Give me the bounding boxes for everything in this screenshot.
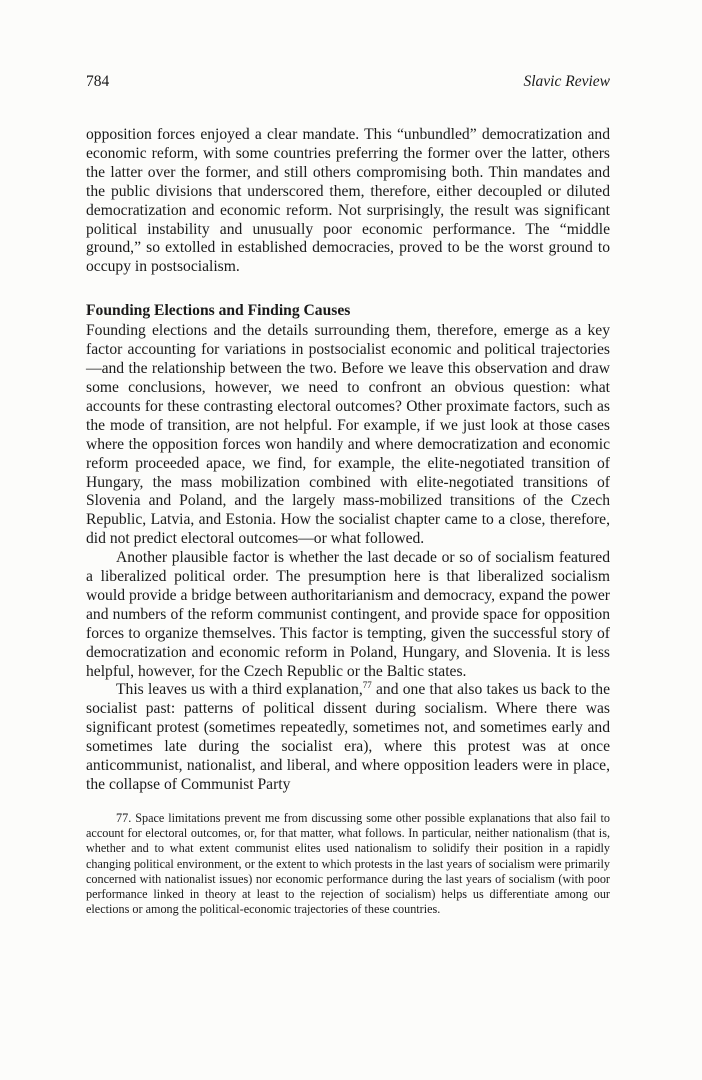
running-header [86,72,610,92]
page-number: 784 [86,73,110,90]
footnote [86,811,610,917]
paragraph-4 [86,681,610,794]
footnote-text: Space limitations prevent me from discussing some other possible explanations that also fail to account for electoral outcomes, or, for that matter, what follows. In particular, neither nationalism (that is, whether and to what extent communist elites used nationalism to solidify their position in a rapidly changing political environment, or the extent to which protests in the last years of socialism were primarily concerned with nationalist issues) nor economic performance during the last years of socialism (with poor performance linked in theory at least to the rejection of socialism) helps us differentiate among our elections or among the political-economic trajectories of these countries. [86,810,610,917]
footnote-reference[interactable]: 77 [362,680,372,691]
paragraph-4-start: This leaves us with a third explanation, [116,681,363,699]
paragraph-3: Another plausible factor is whether the last decade or so of socialism featured a liberalized political order. The presumption here is that liberalized socialism would provide a bridge between authoritarianism and democracy, expand the power and numbers of the reform communist contingent, and provide space for opposition forces to organize themselves. This factor is tempting, given the successful story of democratization and economic reform in Poland, Hungary, and Slovenia. It is less helpful, however, for the Czech Republic or the Baltic states. [86,549,610,680]
section-heading: Founding Elections and Finding Causes [86,302,351,320]
paragraph-4-end: and one that also takes us back to the socialist past: patterns of political dissent during socialism. Where there was significant protest (sometimes repeatedly, sometimes not, and sometimes early and sometimes late during the socialist era), where this protest was at once anticommunist, nationalist, and liberal, and where opposition leaders were in place, the collapse of Communist Party [86,681,610,793]
paragraph-2: Founding elections and the details surrounding them, therefore, emerge as a key factor accounting for variations in postsocialist economic and political trajectories—and the relationship between the two. Before we leave this observation and draw some conclusions, however, we need to confront an obvious question: what accounts for these contrasting electoral outcomes? Other proximate factors, such as the mode of transition, are not helpful. For example, if we just look at those cases where the opposition forces won handily and where democratization and economic reform proceeded apace, we find, for example, the elite-negotiated transition of Hungary, the mass mobilization combined with elite-negotiated transitions of Slovenia and Poland, and the largely mass-mobilized transitions of the Czech Republic, Latvia, and Estonia. How the socialist chapter came to a close, therefore, did not predict electoral outcomes—or what followed. [86,322,610,548]
paragraph-1: opposition forces enjoyed a clear mandate. This “unbundled” democratization and economic reform, with some countries preferring the former over the latter, others the latter over the former, and still others compromising both. Thin mandates and the public divisions that underscored them, therefore, either decoupled or diluted democratization and economic reform. Not surprisingly, the result was significant political instability and unusually poor economic performance. The “middle ground,” so extolled in established democracies, proved to be the worst ground to occupy in postsocialism. [86,126,610,276]
body-text [86,126,610,795]
footnote-number: 77. [116,810,132,825]
document-page [86,72,610,917]
journal-title: Slavic Review [523,73,610,90]
